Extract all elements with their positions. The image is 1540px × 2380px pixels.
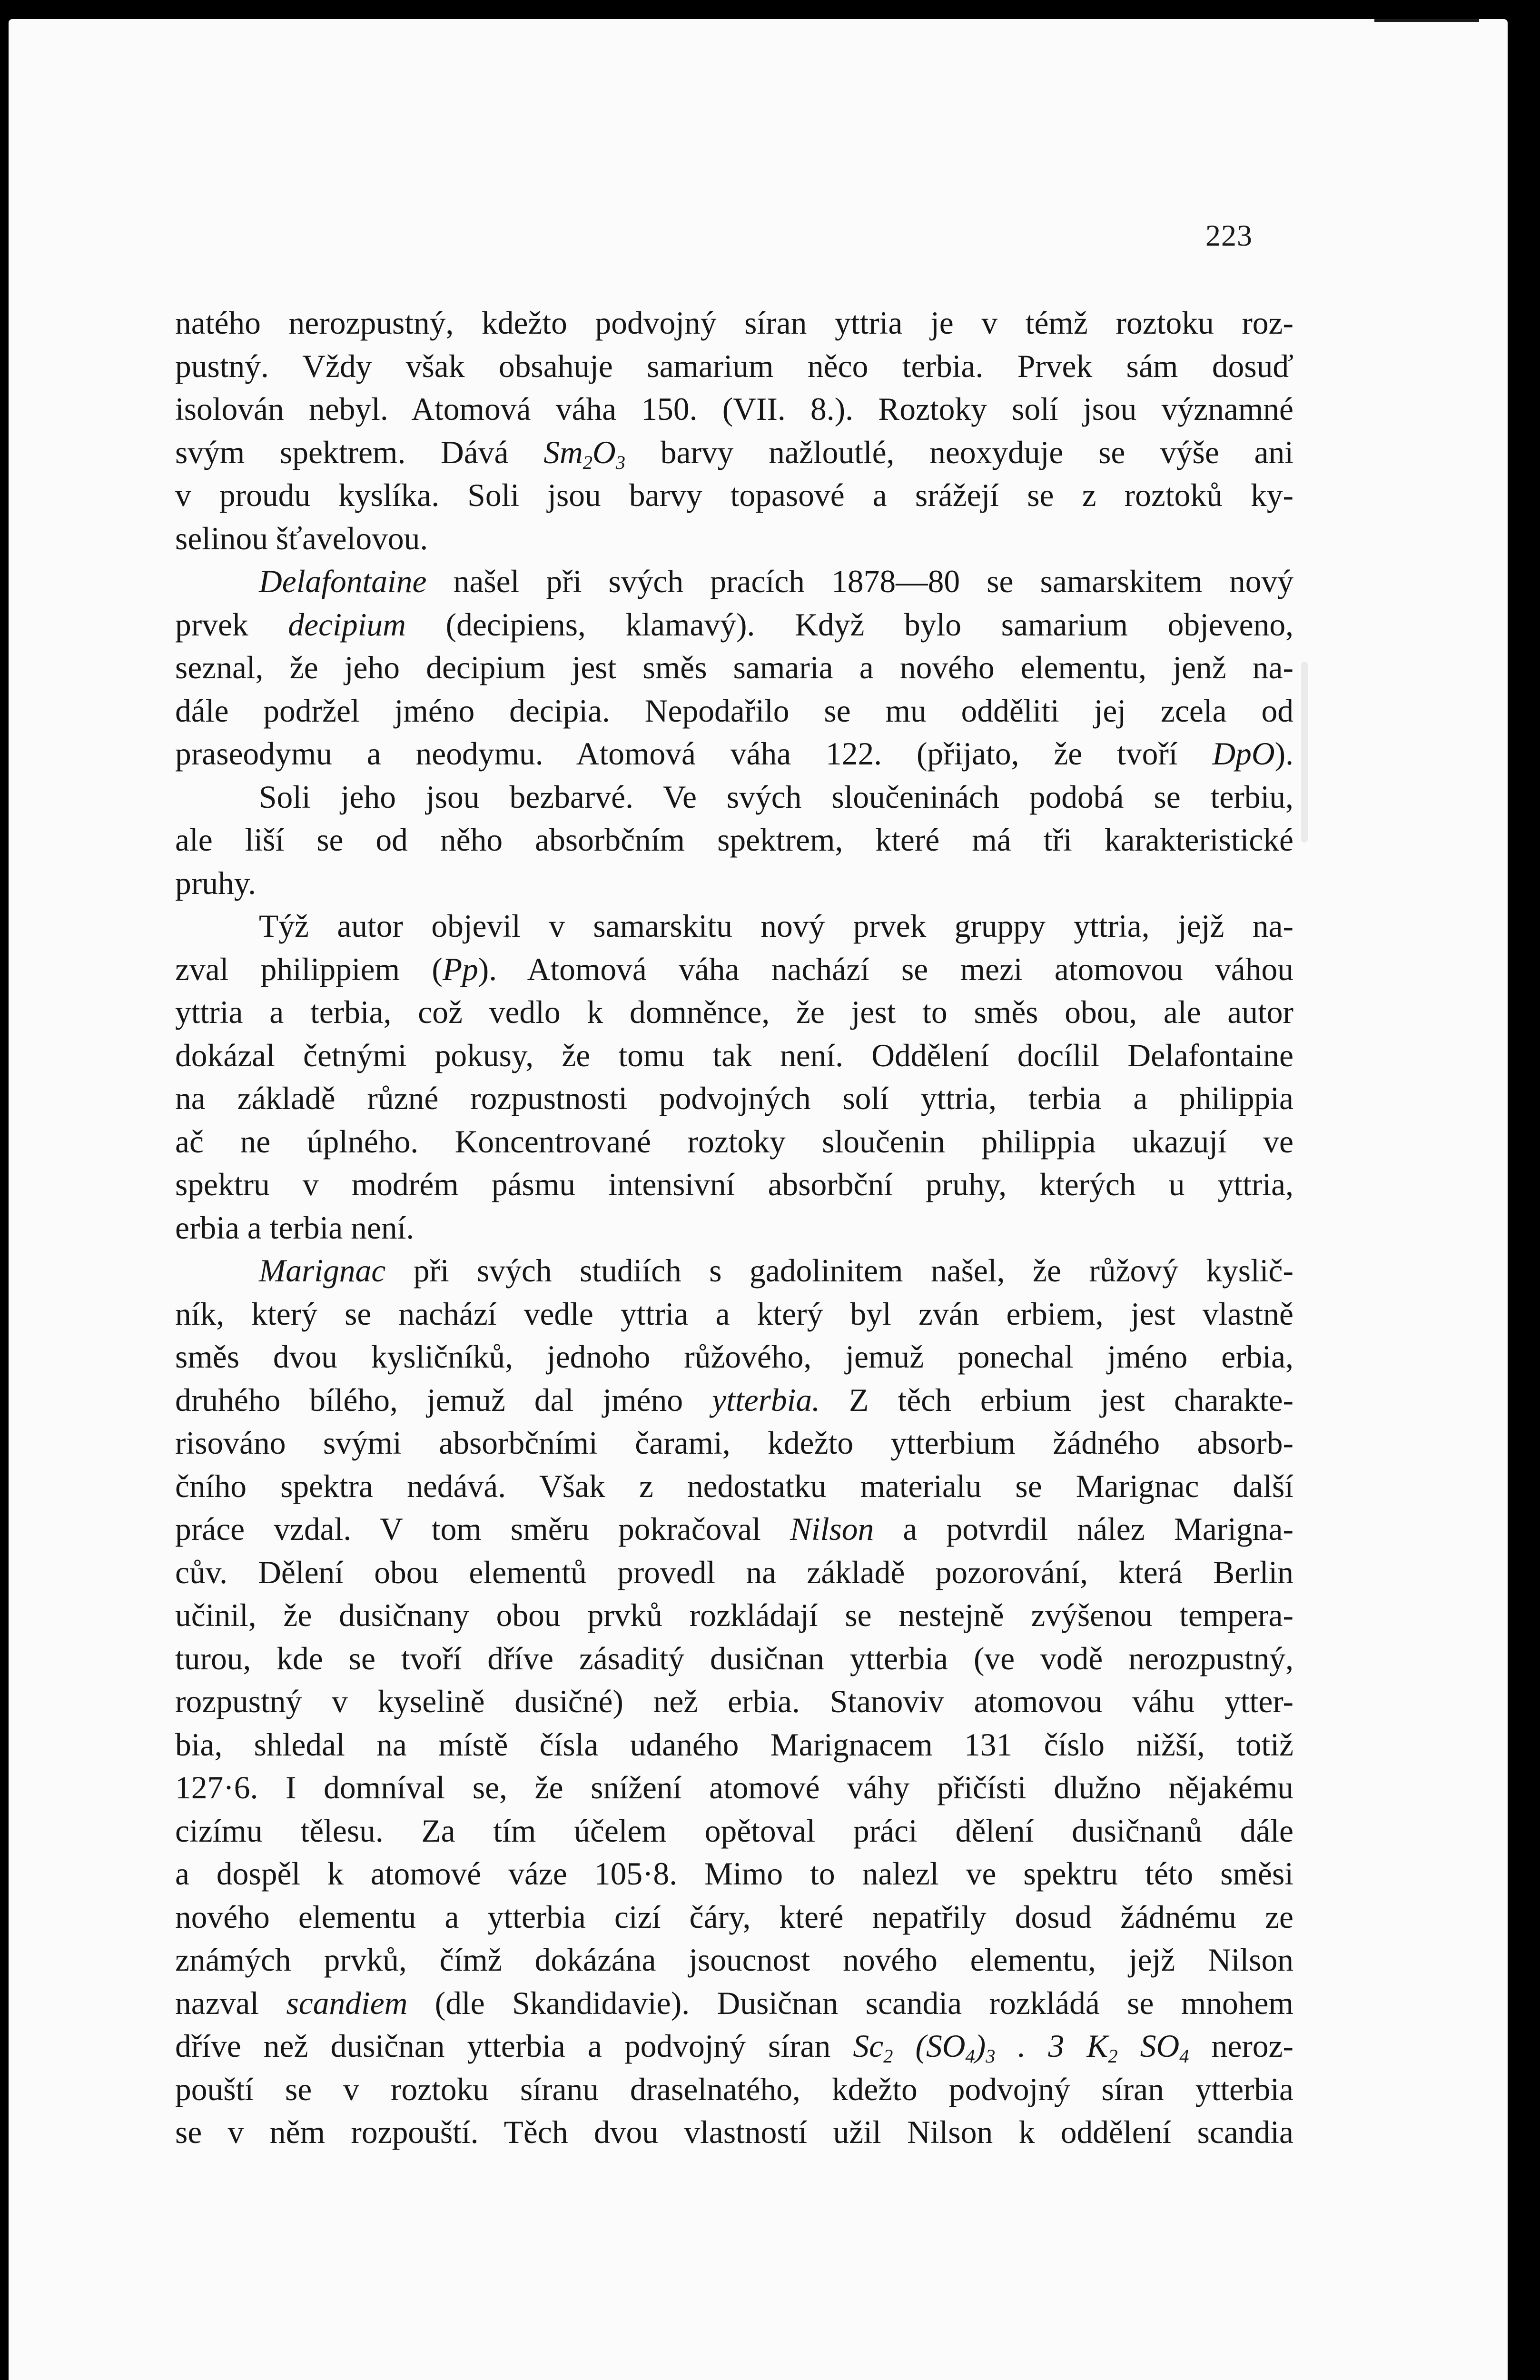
text-line: cizímu tělesu. Za tím účelem opětoval práci dělení dusičnanů dále	[175, 1813, 1293, 1849]
text-line: dokázal četnými pokusy, že tomu tak není. Oddělení docílil Delafontaine	[175, 1037, 1293, 1073]
element-name: scandiem	[286, 1985, 408, 2021]
text-line: bia, shledal na místě čísla udaného Marignacem 131 číslo nižší, totiž	[175, 1726, 1293, 1763]
text-line: praseodymu a neodymu. Atomová váha 122. (přijato, že tvoří DpO).	[175, 736, 1293, 772]
text-line: práce vzdal. V tom směru pokračoval Nilson a potvrdil nález Marigna-	[175, 1511, 1293, 1547]
book-page	[9, 19, 1508, 2380]
text-line: selinou šťavelovou.	[175, 520, 428, 556]
text-line: se v něm rozpouští. Těch dvou vlastností užil Nilson k oddělení scandia	[175, 2114, 1293, 2150]
text-line: Týž autor objevil v samarskitu nový prvek gruppy yttria, jejž na-	[259, 908, 1293, 944]
text-line: Marignac při svých studiích s gadolinitem našel, že růžový kyslič-	[259, 1253, 1293, 1289]
text-line: Soli jeho jsou bezbarvé. Ve svých sloučeninách podobá se terbiu,	[259, 779, 1293, 815]
element-name: decipium	[288, 606, 406, 643]
element-name: ytterbia.	[712, 1382, 820, 1418]
text-line: risováno svými absorbčními čarami, kdežto ytterbium žádného absorb-	[175, 1425, 1293, 1461]
text-line: natého nerozpustný, kdežto podvojný síran yttria je v témž roztoku roz-	[175, 305, 1293, 341]
text-line: a dospěl k atomové váze 105·8. Mimo to nalezl ve spektru této směsi	[175, 1856, 1293, 1892]
text-line: turou, kde se tvoří dříve zásaditý dusičnan ytterbia (ve vodě nerozpustný,	[175, 1640, 1293, 1676]
text-line: svým spektrem. Dává $Sm_2O_3$ barvy nažloutlé, neoxyduje se výše ani	[175, 434, 1293, 473]
text-line: učinil, že dusičnany obou prvků rozkládají se nestejně zvýšenou tempera-	[175, 1597, 1293, 1633]
text-line: pustný. Vždy však obsahuje samarium něco terbia. Prvek sám dosuď	[175, 348, 1293, 384]
text-line: zval philippiem (Pp). Atomová váha nachází se mezi atomovou váhou	[175, 951, 1293, 987]
text-line: erbia a terbia není.	[175, 1210, 415, 1246]
text-line: v proudu kyslíka. Soli jsou barvy topasové a srážejí se z roztoků ky-	[175, 477, 1293, 513]
text-line: na základě různé rozpustnosti podvojných solí yttria, terbia a philippia	[175, 1081, 1293, 1116]
author-name: Nilson	[790, 1511, 874, 1547]
text-line: cův. Dělení obou elementů provedl na základě pozorování, která Berlin	[175, 1554, 1293, 1590]
text-line: ač ne úplného. Koncentrované roztoky sloučenin philippia ukazují ve	[175, 1123, 1293, 1160]
text-line: pruhy.	[175, 865, 256, 901]
text-line: yttria a terbia, což vedlo k domněnce, že jest to směs obou, ale autor	[175, 994, 1293, 1030]
formula: Pp	[442, 951, 478, 987]
text-line: směs dvou kysličníků, jednoho růžového, jemuž ponechal jméno erbia,	[175, 1339, 1293, 1375]
page-number: 223	[1205, 218, 1253, 252]
text-line: rozpustný v kyselině dusičné) než erbia. Stanoviv atomovou váhu ytter-	[175, 1684, 1293, 1719]
formula: $Sc_2$ $(SO_4)_3$ . 3 $K_2$ $SO_4$	[853, 2028, 1189, 2067]
author-name: Marignac	[259, 1253, 386, 1289]
text-line: ník, který se nachází vedle yttria a který byl zván erbiem, jest vlastně	[175, 1296, 1293, 1332]
text-line: spektru v modrém pásmu intensivní absorbční pruhy, kterých u yttria,	[175, 1167, 1293, 1202]
formula: DpO	[1212, 736, 1275, 772]
text-line: seznal, že jeho decipium jest směs samaria a nového elementu, jenž na-	[175, 650, 1293, 685]
text-line: nového elementu a ytterbia cizí čáry, které nepatřily dosud žádnému ze	[175, 1899, 1293, 1935]
text-line: druhého bílého, jemuž dal jméno ytterbia. Z těch erbium jest charakte-	[175, 1382, 1294, 1418]
text-line: isolován nebyl. Atomová váha 150. (VII. 8.). Roztoky solí jsou významné	[175, 391, 1293, 427]
text-line: nazval scandiem (dle Skandidavie). Dusičnan scandia rozkládá se mnohem	[175, 1985, 1293, 2021]
text-line: ale liší se od něho absorbčním spektrem, které má tři karakteristické	[175, 822, 1293, 858]
text-line: 127·6. I domníval se, že snížení atomové váhy přičísti dlužno nějakému	[175, 1770, 1293, 1805]
text-line: dále podržel jméno decipia. Nepodařilo se mu odděliti jej zcela od	[175, 693, 1293, 729]
text-line: známých prvků, čímž dokázána jsoucnost nového elementu, jejž Nilson	[175, 1942, 1293, 1978]
author-name: Delafontaine	[259, 564, 427, 599]
text-line: prvek decipium (decipiens, klamavý). Když bylo samarium objeveno,	[175, 606, 1293, 643]
page-edge-mark	[1374, 19, 1479, 22]
text-line: čního spektra nedává. Však z nedostatku materialu se Marignac další	[175, 1468, 1293, 1504]
text-body	[175, 302, 1293, 2154]
paper-fold-shadow	[1301, 662, 1308, 843]
text-line: dříve než dusičnan ytterbia a podvojný síran $Sc_2$ $(SO_4)_3$ . 3 $K_2$ $SO_4$ neroz-	[175, 2028, 1293, 2067]
formula: $Sm_2O_3$	[543, 434, 625, 473]
text-line: pouští se v roztoku síranu draselnatého, kdežto podvojný síran ytterbia	[175, 2071, 1293, 2107]
text-line: Delafontaine našel při svých pracích 1878—80 se samarskitem nový	[259, 564, 1293, 599]
